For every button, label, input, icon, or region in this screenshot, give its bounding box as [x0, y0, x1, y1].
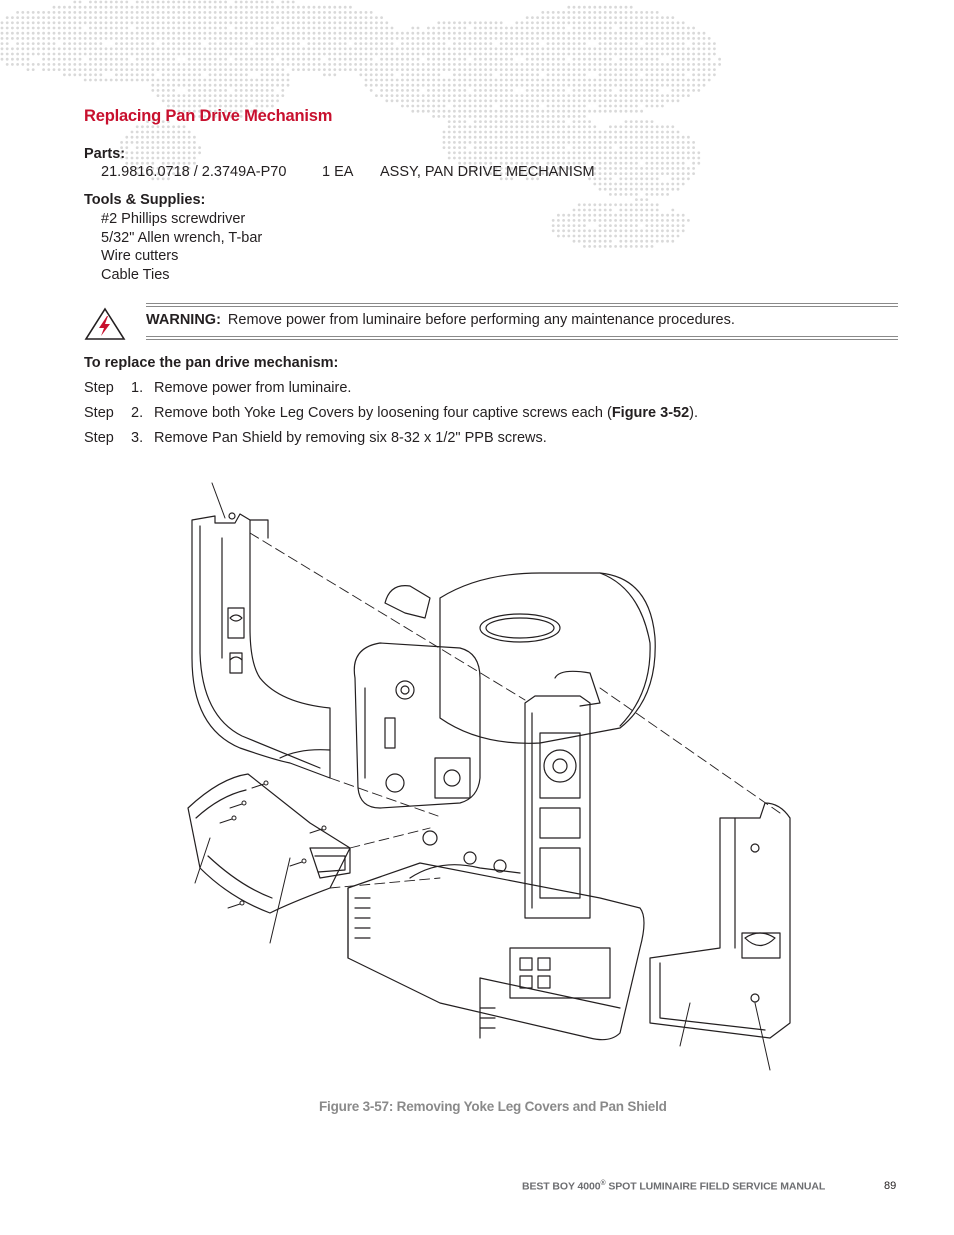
step-word: Step — [84, 405, 114, 421]
yoke-arm — [525, 671, 600, 918]
warning-text-line — [146, 312, 735, 328]
step-text: Remove both Yoke Leg Covers by loosening four captive screws each (Figure 3-52). — [154, 405, 699, 421]
part-quantity: 1 EA — [322, 164, 354, 180]
figure-reference[interactable]: Figure 3-52 — [611, 405, 690, 421]
fixture-head — [354, 573, 655, 808]
step-text: Remove Pan Shield by removing six 8-32 x 1/2" PPB screws. — [154, 430, 547, 446]
fixture-base — [348, 831, 644, 1040]
tools-item: 5/32" Allen wrench, T-bar — [101, 230, 263, 246]
parts-heading: Parts: — [84, 146, 126, 162]
tools-item: Wire cutters — [101, 248, 179, 264]
tools-item: #2 Phillips screwdriver — [101, 211, 246, 227]
footer-manual-title: BEST BOY 4000® SPOT LUMINAIRE FIELD SERVICE MANUAL — [522, 1180, 826, 1193]
left-yoke-leg-cover — [192, 513, 330, 778]
screws — [220, 781, 326, 908]
step-number: 1. — [131, 380, 144, 396]
step-number: 3. — [131, 430, 144, 446]
yoke-leg-covers-diagram — [180, 478, 800, 1078]
leader-lines — [195, 483, 770, 1070]
pan-shield — [188, 774, 350, 913]
tools-heading: Tools & Supplies: — [84, 192, 206, 208]
warning-box — [146, 303, 898, 339]
warning-label: WARNING: — [146, 312, 221, 328]
warning-message: Remove power from luminaire before performing any maintenance procedures. — [227, 312, 735, 328]
step-word: Step — [84, 430, 114, 446]
tools-item: Cable Ties — [101, 267, 170, 283]
part-number: 21.9816.0718 / 2.3749A-P70 — [101, 164, 287, 180]
electrical-hazard-icon — [84, 307, 126, 341]
step-word: Step — [84, 380, 114, 396]
page-number: 89 — [884, 1180, 897, 1192]
part-description: ASSY, PAN DRIVE MECHANISM — [380, 164, 595, 180]
section-title: Replacing Pan Drive Mechanism — [84, 107, 333, 125]
step-number: 2. — [131, 405, 144, 421]
step-text: Remove power from luminaire. — [154, 380, 352, 396]
right-yoke-leg-cover — [650, 803, 790, 1038]
procedure-heading: To replace the pan drive mechanism: — [84, 355, 339, 371]
figure-caption: Figure 3-57: Removing Yoke Leg Covers and Pan Shield — [319, 1099, 667, 1114]
